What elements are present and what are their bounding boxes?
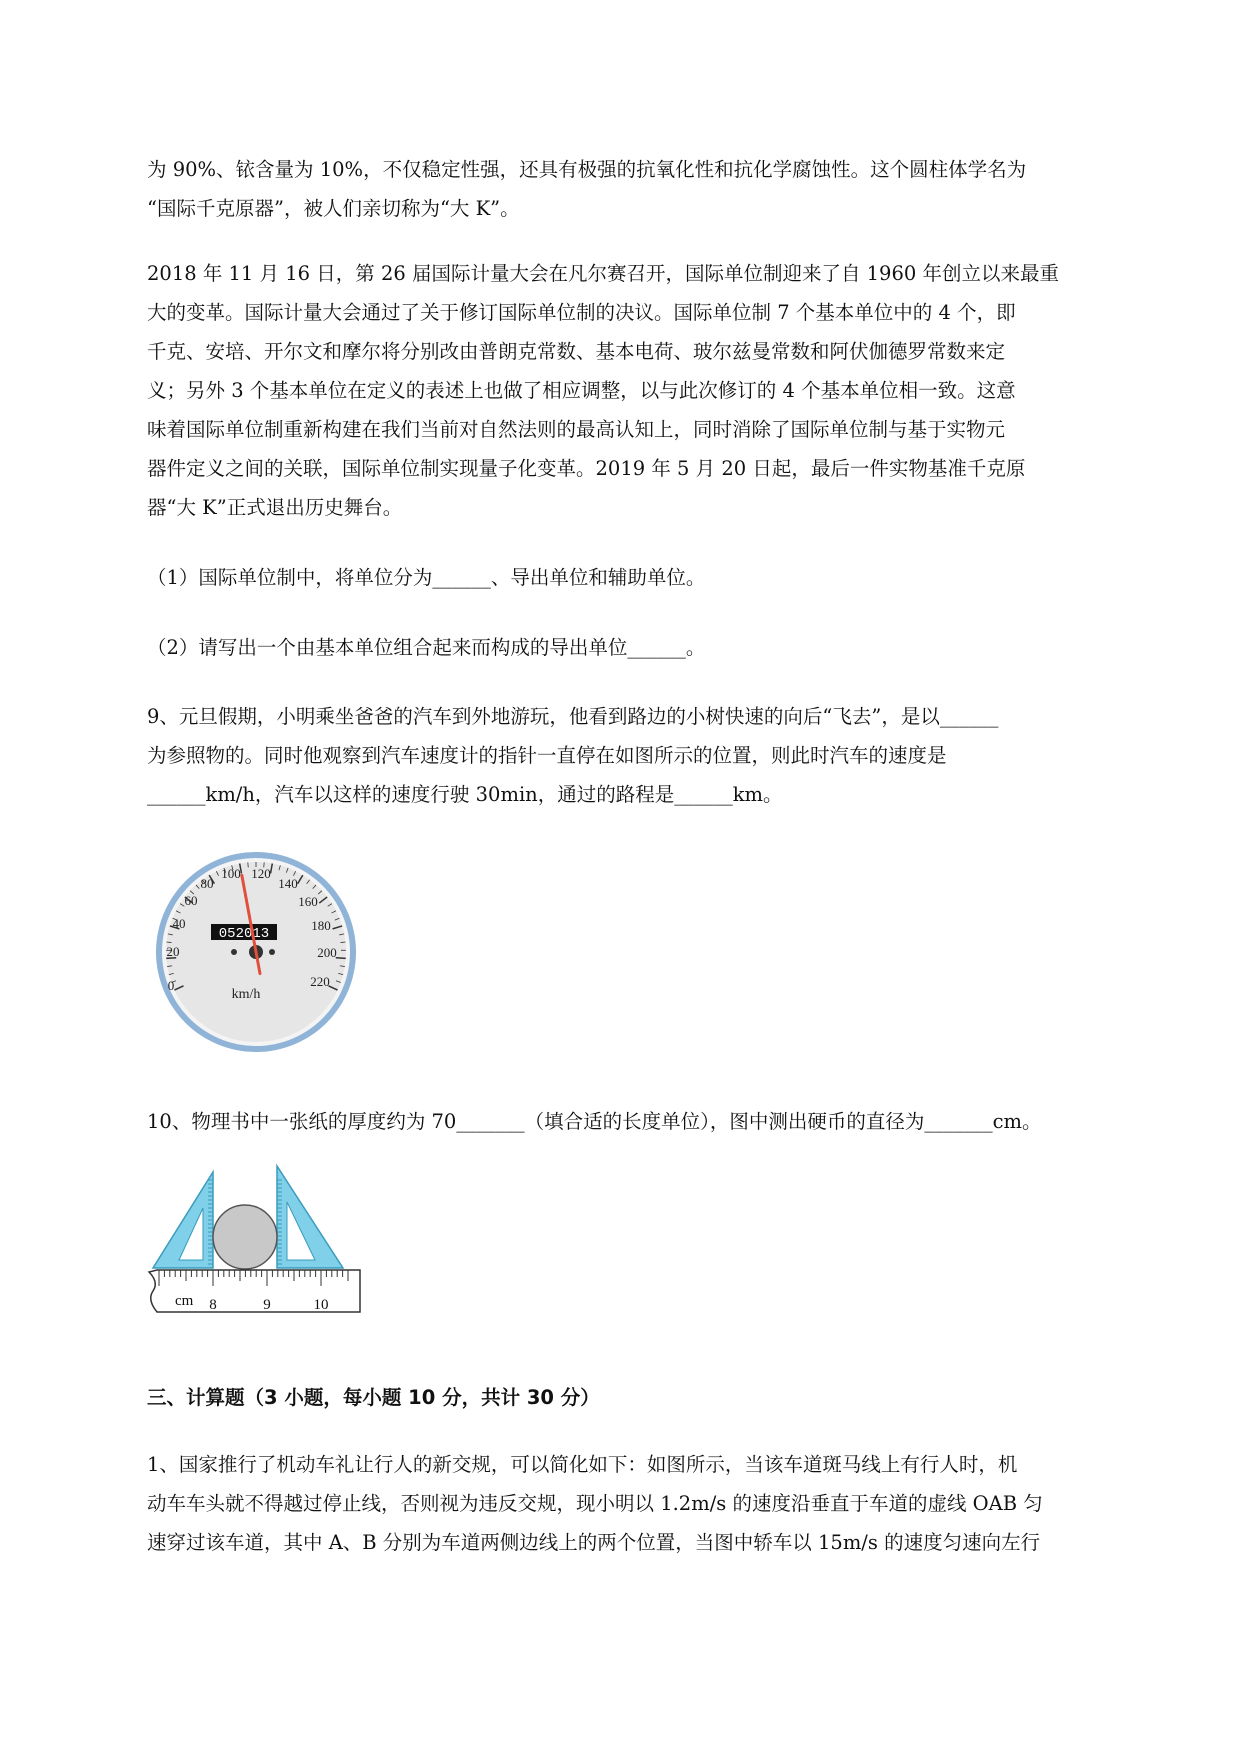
coin xyxy=(213,1205,277,1269)
scale-label: 180 xyxy=(311,918,331,933)
question-9-line: 9、元旦假期，小明乘坐爸爸的汽车到外地游玩，他看到路边的小树快速的向后“飞去”，是以______ xyxy=(147,705,999,728)
scale-label: 100 xyxy=(221,866,241,881)
gauge-tick xyxy=(336,958,346,959)
scale-label: 80 xyxy=(200,876,214,891)
question-9-line: 为参照物的。同时他观察到汽车速度计的指针一直停在如图所示的位置，则此时汽车的速度是 xyxy=(147,744,947,767)
ruler-unit: cm xyxy=(175,1293,194,1309)
unit-label: km/h xyxy=(231,987,261,1002)
scale-label: 120 xyxy=(251,866,271,881)
gauge-indicator-dot xyxy=(269,949,275,955)
scale-label: 220 xyxy=(310,974,330,989)
gauge-tick xyxy=(167,942,172,943)
speedometer-figure xyxy=(145,848,385,1058)
gauge-tick xyxy=(340,942,345,943)
scale-label: 200 xyxy=(317,945,337,960)
question-10: 10、物理书中一张纸的厚度约为 70_______（填合适的长度单位），图中测出硬币的直径为_______cm。 xyxy=(147,1110,1042,1133)
text-line: 味着国际单位制重新构建在我们当前对自然法则的最高认知上，同时消除了国际单位制与基于实物元 xyxy=(147,418,1006,441)
text-line: 2018 年 11 月 16 日，第 26 届国际计量大会在凡尔赛召开，国际单位制迎来了自 1960 年创立以来最重 xyxy=(147,262,1059,285)
text-line: 为 90%、铱含量为 10%，不仅稳定性强，还具有极强的抗氧化性和抗化学腐蚀性。这个圆柱体学名为 xyxy=(147,158,1027,181)
text-line: 器件定义之间的关联，国际单位制实现量子化变革。2019 年 5 月 20 日起，最后一件实物基准千克原 xyxy=(147,457,1026,480)
scale-label: 40 xyxy=(172,916,186,931)
question-1-line: 1、国家推行了机动车礼让行人的新交规，可以简化如下：如图所示，当该车道斑马线上有行人时，机 xyxy=(147,1453,1018,1476)
scale-label: 140 xyxy=(278,876,298,891)
question-8-part-2: （2）请写出一个由基本单位组合起来而构成的导出单位______。 xyxy=(147,636,706,659)
odometer-value: 052013 xyxy=(218,926,270,942)
question-9-line: ______km/h，汽车以这样的速度行驶 30min，通过的路程是______km。 xyxy=(147,783,783,806)
ruler-label: 10 xyxy=(313,1297,329,1313)
scale-label: 160 xyxy=(298,894,318,909)
ruler-label: 9 xyxy=(263,1297,271,1313)
scale-label: 60 xyxy=(184,893,198,908)
text-line: “国际千克原器”，被人们亲切称为“大 K”。 xyxy=(147,197,520,220)
text-line: 千克、安培、开尔文和摩尔将分别改由普朗克常数、基本电荷、玻尔兹曼常数和阿伏伽德罗常数来定 xyxy=(147,340,1006,363)
scale-label: 0 xyxy=(167,978,175,993)
ruler-figure xyxy=(145,1160,375,1340)
text-line: 义；另外 3 个基本单位在定义的表述上也做了相应调整，以与此次修订的 4 个基本单位相一致。这意 xyxy=(147,379,1016,402)
question-1-line: 动车车头就不得越过停止线，否则视为违反交规，现小明以 1.2m/s 的速度沿垂直于车道的虚线 OAB 匀 xyxy=(147,1492,1043,1515)
section-title: 三、计算题（3 小题，每小题 10 分，共计 30 分） xyxy=(147,1386,600,1409)
text-line: 大的变革。国际计量大会通过了关于修订国际单位制的决议。国际单位制 7 个基本单位中的 4 个，即 xyxy=(147,301,1016,324)
ruler-label: 8 xyxy=(209,1297,217,1313)
scale-label: 20 xyxy=(166,944,180,959)
question-8-part-1: （1）国际单位制中，将单位分为______、导出单位和辅助单位。 xyxy=(147,566,706,589)
question-1-line: 速穿过该车道，其中 A、B 分别为车道两侧边线上的两个位置，当图中轿车以 15m/s 的速度匀速向左行 xyxy=(147,1531,1041,1554)
text-line: 器“大 K”正式退出历史舞台。 xyxy=(147,496,403,519)
gauge-indicator-dot xyxy=(231,949,237,955)
